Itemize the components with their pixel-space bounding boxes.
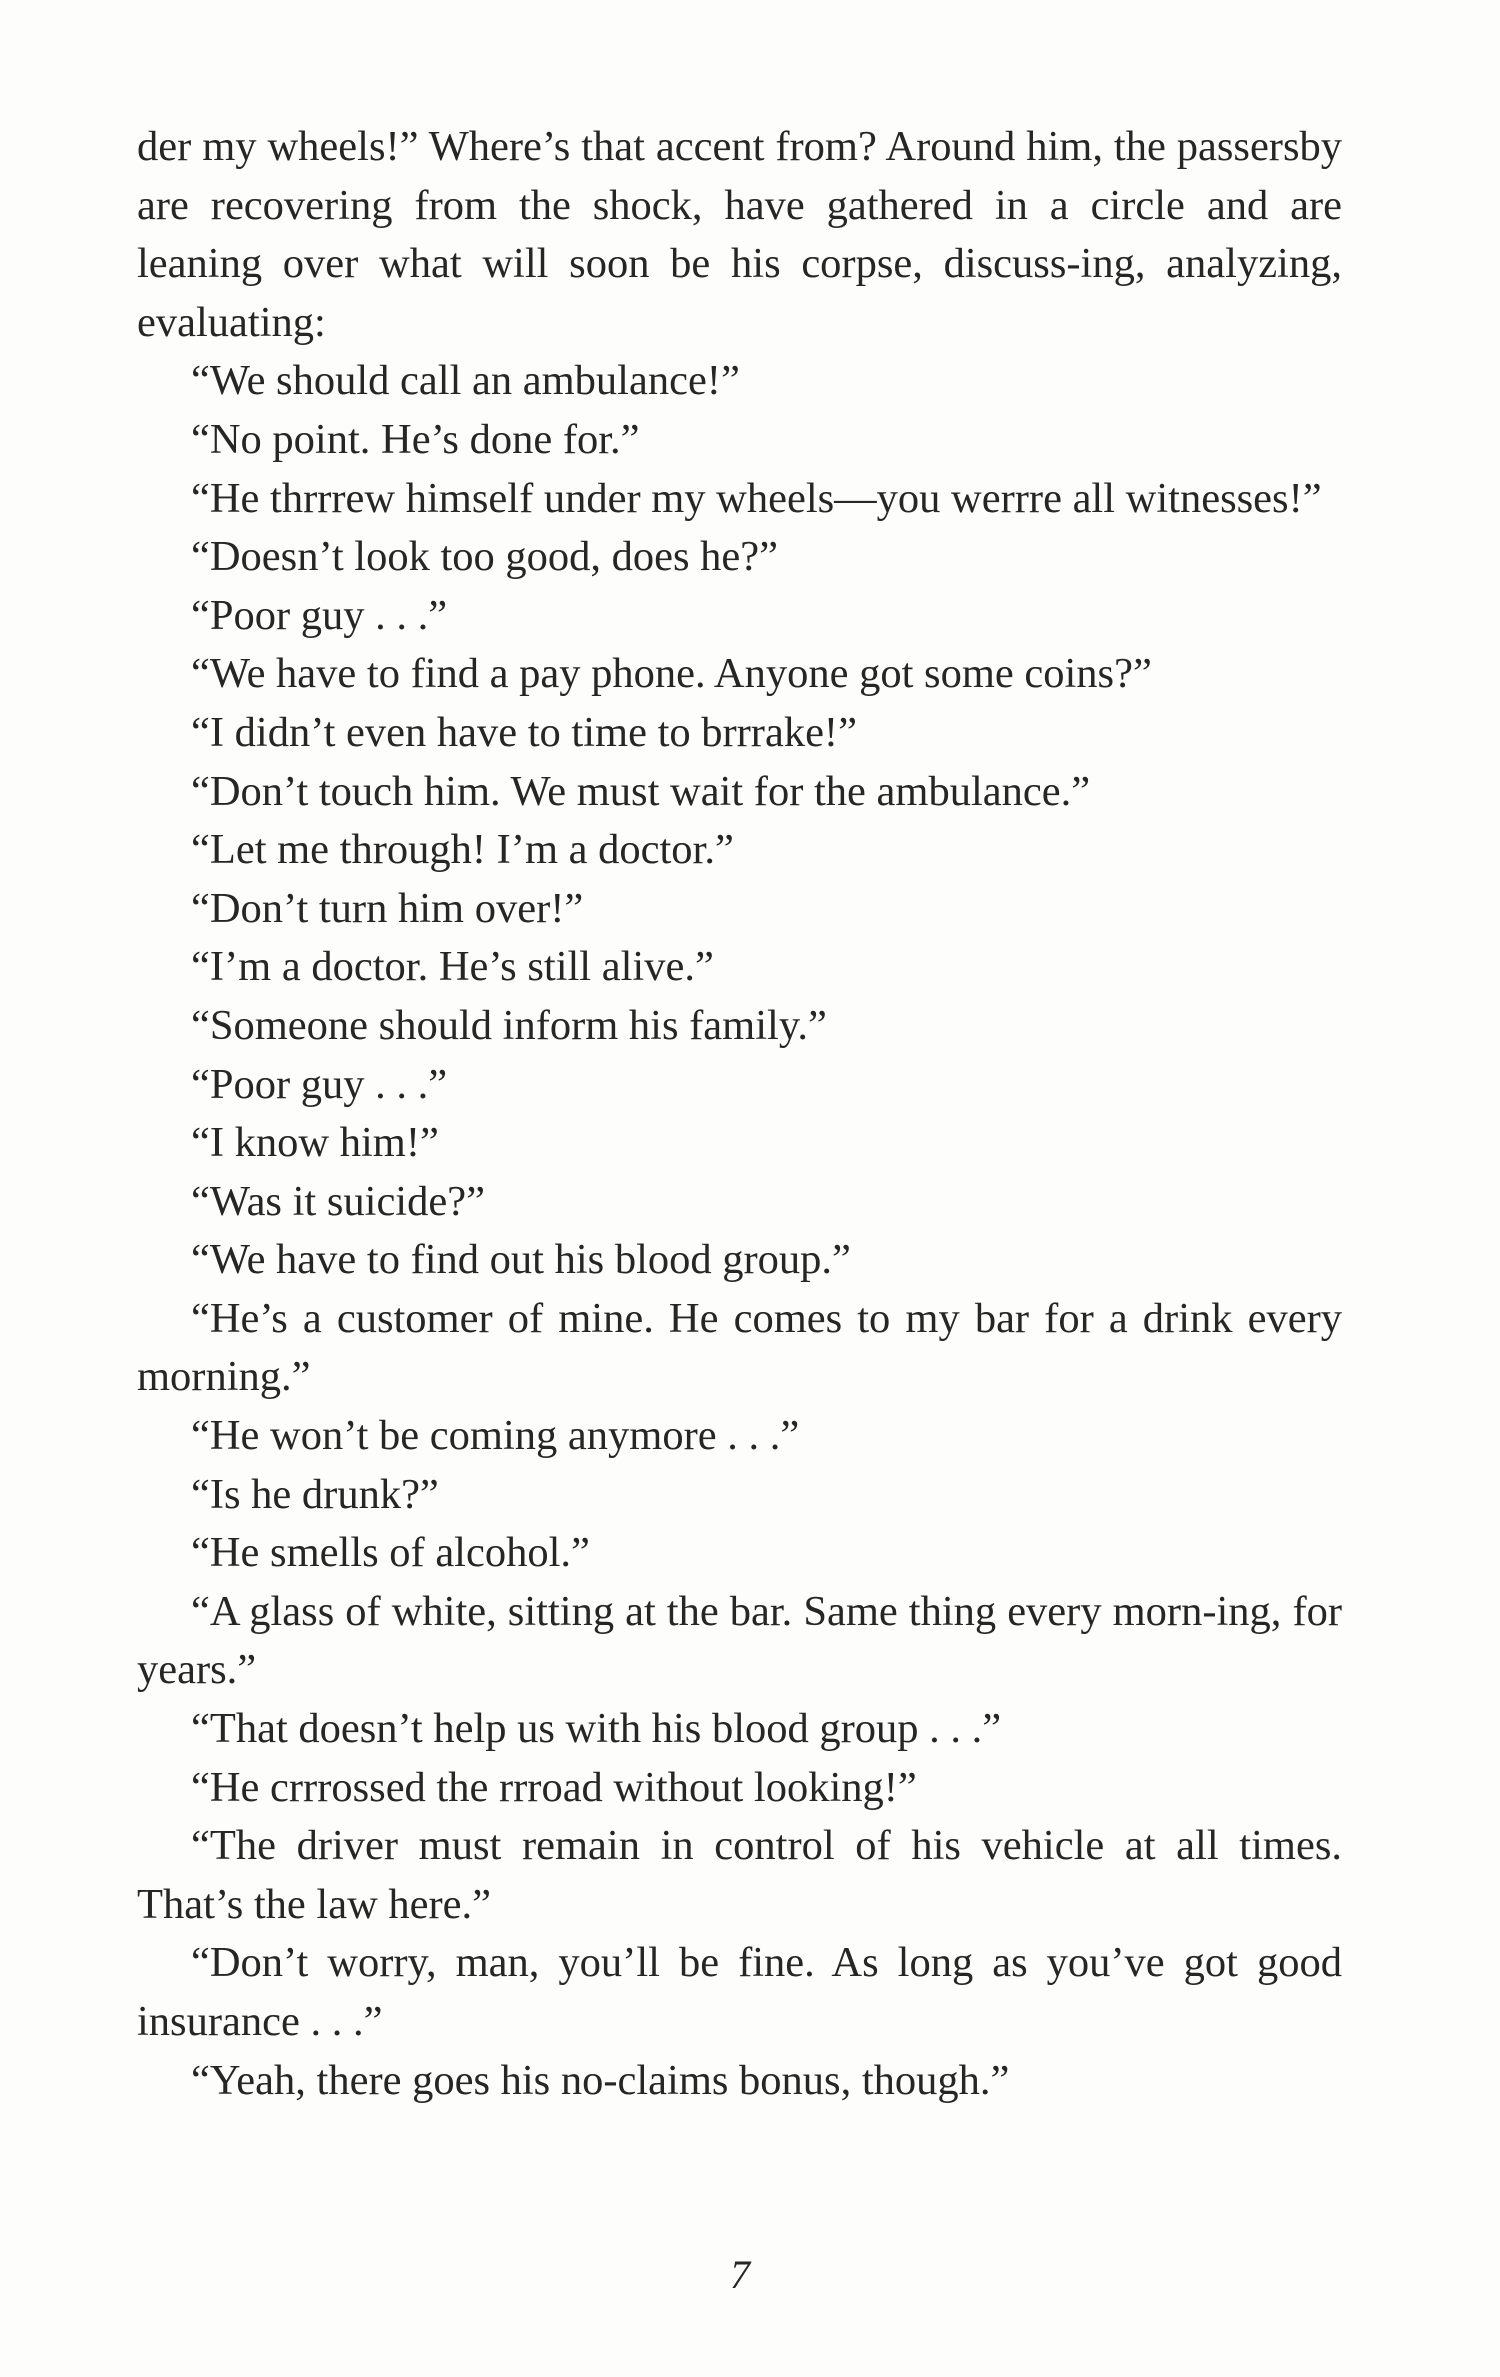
paragraph-3: “No point. He’s done for.” (191, 415, 640, 463)
paragraph-2: “We should call an ambulance!” (191, 357, 740, 405)
paragraph-21: “He smells of alcohol.” (191, 1529, 590, 1577)
paragraph-7: “We have to find a pay phone. Anyone got some coins?” (191, 650, 1152, 698)
paragraph-16: “Was it suicide?” (191, 1177, 485, 1225)
paragraph-8: “I didn’t even have to time to brrrake!” (191, 708, 857, 756)
paragraph-23: “That doesn’t help us with his blood group . . .” (191, 1705, 1002, 1753)
paragraph-27: “Yeah, there goes his no-claims bonus, though.” (191, 2056, 1010, 2104)
page-number: 7 (730, 2252, 750, 2297)
paragraph-5: “Doesn’t look too good, does he?” (191, 533, 779, 581)
body-text (137, 118, 1342, 2110)
paragraph-13: “Someone should inform his family.” (191, 1001, 827, 1049)
paragraph-25: “The driver must remain in control of his vehicle at all times. That’s the law here.” (137, 1822, 1342, 1928)
paragraph-15: “I know him!” (191, 1119, 439, 1167)
paragraph-9: “Don’t touch him. We must wait for the ambulance.” (191, 767, 1091, 815)
paragraph-22: “A glass of white, sitting at the bar. Same thing every morn-ing, for years.” (137, 1587, 1342, 1694)
paragraph-26: “Don’t worry, man, you’ll be fine. As long as you’ve got good insurance . . .” (137, 1939, 1342, 2045)
paragraph-12: “I’m a doctor. He’s still alive.” (191, 943, 714, 991)
paragraph-1: der my wheels!” Where’s that accent from? Around him, the passersby are recovering from the shock, have gathered in a circle and are leaning over what will soon be his corpse, discuss-ing, analyzing, evaluating: (137, 123, 1342, 346)
paragraph-4: “He thrrrew himself under my wheels—you werrre all witnesses!” (191, 474, 1322, 522)
paragraph-11: “Don’t turn him over!” (191, 884, 584, 932)
paragraph-10: “Let me through! I’m a doctor.” (191, 826, 734, 874)
paragraph-6: “Poor guy . . .” (191, 591, 448, 639)
paragraph-24: “He crrrossed the rrroad without looking!” (191, 1763, 917, 1811)
paragraph-19: “He won’t be coming anymore . . .” (191, 1412, 800, 1460)
paragraph-18: “He’s a customer of mine. He comes to my bar for a drink every morning.” (137, 1294, 1342, 1401)
paragraph-14: “Poor guy . . .” (191, 1060, 448, 1108)
paragraph-20: “Is he drunk?” (191, 1470, 439, 1518)
paragraph-17: “We have to find out his blood group.” (191, 1236, 851, 1284)
